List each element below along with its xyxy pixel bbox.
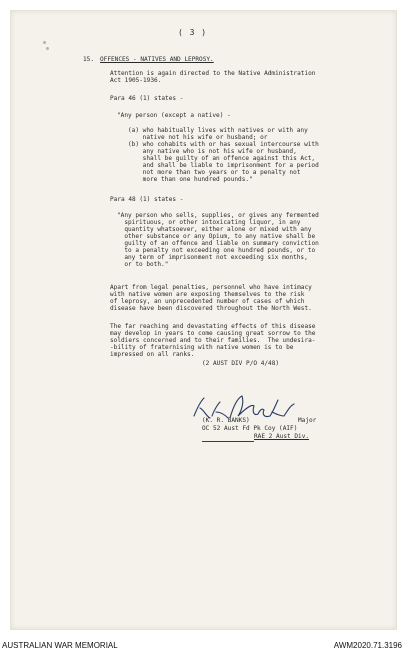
- para46-item: (b) who cohabits with or has sexual intercourse with: [128, 141, 319, 148]
- signatory-name: (K. R. BANKS): [202, 417, 250, 424]
- section-number: 15.: [83, 56, 95, 63]
- para48-heading: Para 48 (1) states -: [110, 196, 184, 203]
- para48-quote-line: other substance or any Opium, to any native shall be: [117, 233, 316, 240]
- institution-name: AUSTRALIAN WAR MEMORIAL: [2, 641, 118, 650]
- para48-quote-line: guilty of an offence and liable on summary conviction: [117, 240, 319, 247]
- penalties-line: disease have been discovered throughout the North West.: [110, 305, 312, 312]
- para46-quote-lead: "Any person (except a native) -: [117, 112, 231, 119]
- catalogue-number: AWM2020.71.3196: [333, 641, 402, 650]
- para48-quote-line: spirituous, or other intoxicating liquor, in any: [117, 219, 301, 226]
- archive-caption: [0, 640, 405, 653]
- reference-number: (2 AUST DIV P/O 4/48): [202, 360, 280, 367]
- intro-line: Attention is again directed to the Native Administration: [110, 70, 316, 77]
- section-title: OFFENCES - NATIVES AND LEPROSY.: [100, 56, 214, 63]
- para46-heading: Para 46 (1) states -: [110, 95, 184, 102]
- para46-item: more than one hundred pounds.": [128, 176, 253, 183]
- penalties-line: of leprosy, an unprecedented number of cases of which: [110, 298, 305, 305]
- signatory-unit: OC 52 Aust Fd Pk Coy (AIF): [202, 425, 298, 432]
- para48-quote-line: quantity whatsoever, either alone or mixed with any: [117, 226, 312, 233]
- signatory-formation: RAE 2 Aust Div.: [254, 433, 310, 440]
- para46-item: native not his wife or husband; or: [128, 134, 268, 141]
- page-number: ( 3 ): [178, 28, 208, 37]
- signatory-rank: Major: [298, 417, 317, 424]
- effects-line: impressed on all ranks.: [110, 351, 195, 358]
- para46-item: (a) who habitually lives with natives or with any: [128, 127, 308, 134]
- penalties-line: Apart from legal penalties, personnel who have intimacy: [110, 284, 312, 291]
- para46-item: shall be guilty of an offence against this Act,: [128, 155, 316, 162]
- effects-line: -bility of fraternising with native women is to be: [110, 344, 294, 351]
- para48-quote-line: or to both.": [117, 261, 169, 268]
- effects-line: may develop in years to come causing great sorrow to the: [110, 330, 316, 337]
- punch-mark: [43, 41, 46, 44]
- penalties-line: with native women are exposing themselves to the risk: [110, 291, 305, 298]
- signature-rule: [202, 441, 254, 442]
- para46-item: any native who is not his wife or husband,: [128, 148, 297, 155]
- para48-quote-line: "Any person who sells, supplies, or gives any fermented: [117, 212, 319, 219]
- para48-quote-line: any term of imprisonment not exceeding six months,: [117, 254, 308, 261]
- intro-line: Act 1905-1936.: [110, 77, 162, 84]
- effects-line: The far reaching and devastating effects of this disease: [110, 323, 316, 330]
- document-page: [10, 10, 397, 630]
- effects-line: soldiers concerned and to their families. The undesira-: [110, 337, 316, 344]
- para46-item: not more than two years or to a penalty not: [128, 169, 301, 176]
- punch-mark: [46, 47, 49, 50]
- para48-quote-line: to a penalty not exceeding one hundred pounds, or to: [117, 247, 316, 254]
- para46-item: and shall be liable to imprisonment for a period: [128, 162, 319, 169]
